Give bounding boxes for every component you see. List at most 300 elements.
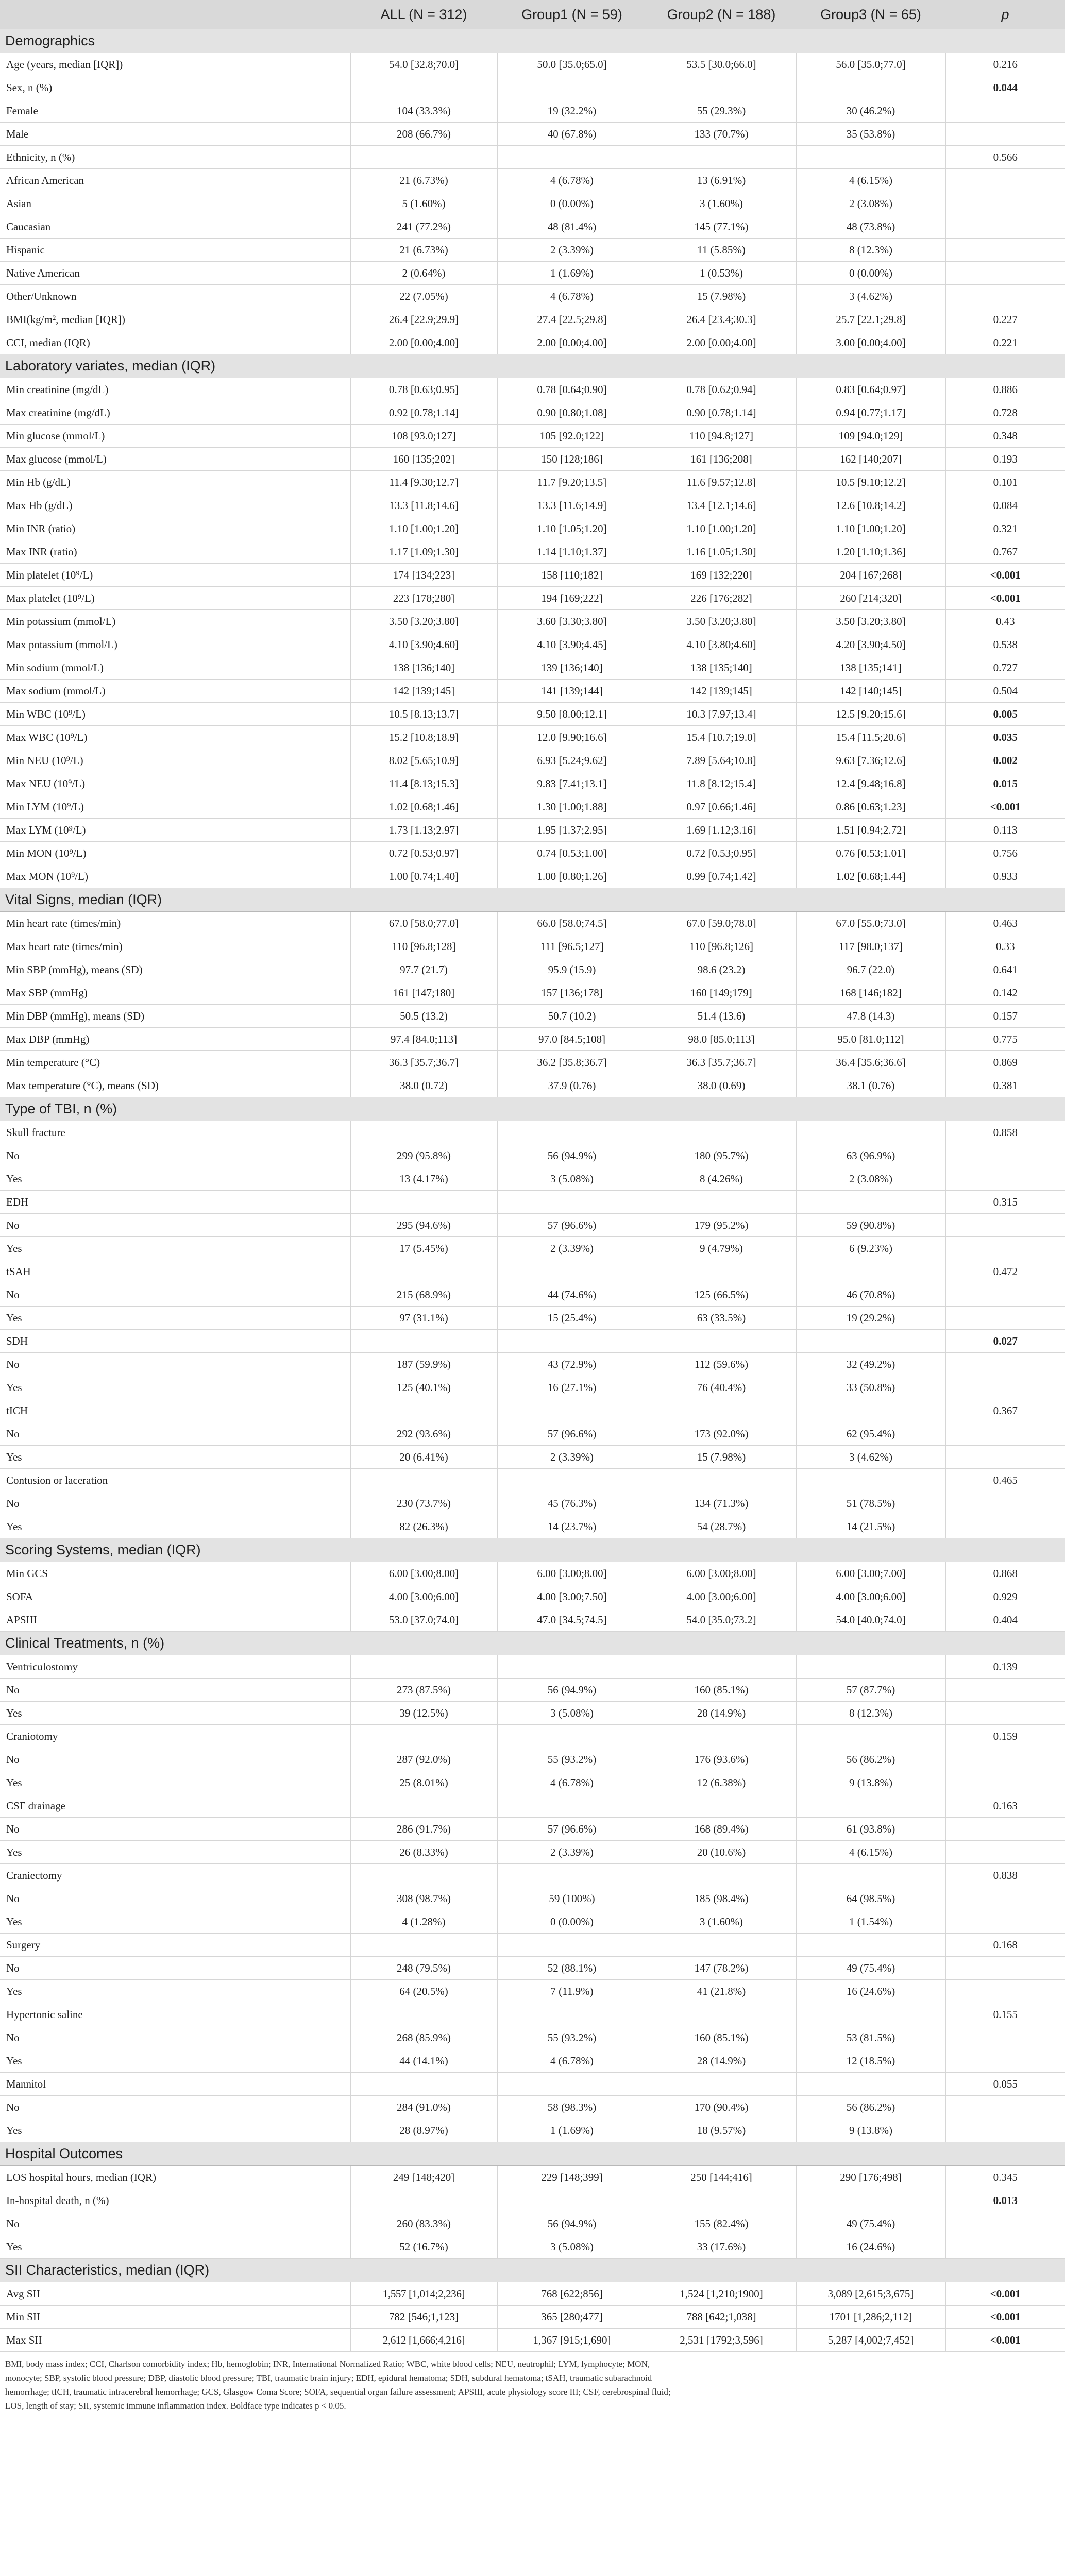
table-row (0, 401, 1065, 425)
cell-group2 (647, 1725, 796, 1748)
cell-all (350, 1934, 497, 1957)
cell-group1: 15 (25.4%) (497, 1307, 647, 1330)
cell-group1: 111 [96.5;127] (497, 935, 647, 958)
row-label: Max creatinine (mg/dL) (0, 401, 350, 425)
cell-group3: 2 (3.08%) (796, 192, 945, 215)
cell-group1 (497, 1864, 647, 1887)
cell-group3: 49 (75.4%) (796, 1957, 945, 1980)
cell-group1: 57 (96.6%) (497, 1422, 647, 1446)
table-row (0, 2119, 1065, 2142)
table-row (0, 285, 1065, 308)
cell-all: 97.4 [84.0;113] (350, 1028, 497, 1051)
table-row (0, 2212, 1065, 2235)
cell-group3 (796, 1399, 945, 1422)
cell-p-value: 0.163 (945, 1794, 1065, 1818)
cell-group2: 20 (10.6%) (647, 1841, 796, 1864)
header-label-column (0, 0, 350, 29)
cell-p-value: 0.886 (945, 378, 1065, 401)
cell-p-value: 0.728 (945, 401, 1065, 425)
cell-p-value: <0.001 (945, 587, 1065, 610)
table-row (0, 2166, 1065, 2189)
cell-group1: 4.00 [3.00;7.50] (497, 1585, 647, 1608)
cell-group1: 58 (98.3%) (497, 2096, 647, 2119)
cell-all: 308 (98.7%) (350, 1887, 497, 1910)
table-row (0, 331, 1065, 354)
row-label: Mannitol (0, 2073, 350, 2096)
cell-group2: 1 (0.53%) (647, 262, 796, 285)
cell-all: 8.02 [5.65;10.9] (350, 749, 497, 772)
cell-group3: 168 [146;182] (796, 981, 945, 1005)
row-label: Yes (0, 1237, 350, 1260)
cell-group1: 55 (93.2%) (497, 2026, 647, 2049)
cell-p-value: 0.221 (945, 331, 1065, 354)
table-row (0, 656, 1065, 680)
cell-group3: 12.6 [10.8;14.2] (796, 494, 945, 517)
cell-p-value (945, 2026, 1065, 2049)
cell-p-value: <0.001 (945, 564, 1065, 587)
cell-group1: 95.9 (15.9) (497, 958, 647, 981)
cell-all: 268 (85.9%) (350, 2026, 497, 2049)
row-label: Min creatinine (mg/dL) (0, 378, 350, 401)
cell-p-value: 0.538 (945, 633, 1065, 656)
cell-group1: 11.7 [9.20;13.5] (497, 471, 647, 494)
cell-group2: 0.97 [0.66;1.46] (647, 795, 796, 819)
cell-all: 38.0 (0.72) (350, 1074, 497, 1097)
row-label: Ventriculostomy (0, 1655, 350, 1679)
cell-all: 2.00 [0.00;4.00] (350, 331, 497, 354)
cell-group3: 0 (0.00%) (796, 262, 945, 285)
cell-group1 (497, 1469, 647, 1492)
cell-all: 161 [147;180] (350, 981, 497, 1005)
section-header-row (0, 354, 1065, 378)
cell-group2 (647, 76, 796, 99)
cell-group2: 12 (6.38%) (647, 1771, 796, 1794)
row-label: Max SBP (mmHg) (0, 981, 350, 1005)
cell-all: 15.2 [10.8;18.9] (350, 726, 497, 749)
cell-group3: 67.0 [55.0;73.0] (796, 912, 945, 935)
cell-p-value: 0.044 (945, 76, 1065, 99)
cell-group2: 15.4 [10.7;19.0] (647, 726, 796, 749)
cell-group1: 47.0 [34.5;74.5] (497, 1608, 647, 1632)
table-row (0, 1260, 1065, 1283)
cell-p-value (945, 1144, 1065, 1167)
cell-p-value (945, 1422, 1065, 1446)
table-row (0, 2189, 1065, 2212)
cell-group3: 38.1 (0.76) (796, 1074, 945, 1097)
cell-group2: 76 (40.4%) (647, 1376, 796, 1399)
table-row (0, 2329, 1065, 2352)
row-label: Yes (0, 1307, 350, 1330)
cell-all: 13 (4.17%) (350, 1167, 497, 1191)
footnote-line: monocyte; SBP, systolic blood pressure; DBP, diastolic blood pressure; TBI, traumatic brain injury; EDH, epidural hematoma; SDH, subdural hematoma; tSAH, traumatic subarachnoid (5, 2373, 652, 2383)
cell-group1 (497, 2003, 647, 2026)
cell-group2: 67.0 [59.0;78.0] (647, 912, 796, 935)
table-row (0, 517, 1065, 540)
cell-p-value: 0.027 (945, 1330, 1065, 1353)
cell-group2: 55 (29.3%) (647, 99, 796, 123)
cell-group3: 49 (75.4%) (796, 2212, 945, 2235)
row-label: Max temperature (°C), means (SD) (0, 1074, 350, 1097)
cell-p-value: 0.858 (945, 1121, 1065, 1144)
cell-p-value (945, 169, 1065, 192)
cell-p-value (945, 2235, 1065, 2259)
cell-p-value (945, 2212, 1065, 2235)
cell-all: 2,612 [1,666;4,216] (350, 2329, 497, 2352)
cell-group2 (647, 1399, 796, 1422)
cell-all: 260 (83.3%) (350, 2212, 497, 2235)
row-label: Max glucose (mmol/L) (0, 448, 350, 471)
section-header-row (0, 1538, 1065, 1562)
row-label: Hispanic (0, 239, 350, 262)
cell-group1: 0 (0.00%) (497, 192, 647, 215)
cell-group1: 66.0 [58.0;74.5] (497, 912, 647, 935)
cell-group1: 157 [136;178] (497, 981, 647, 1005)
cell-group3: 35 (53.8%) (796, 123, 945, 146)
cell-all: 4 (1.28%) (350, 1910, 497, 1934)
cell-all: 782 [546;1,123] (350, 2306, 497, 2329)
table-row (0, 1515, 1065, 1538)
cell-group3: 8 (12.3%) (796, 239, 945, 262)
row-label: Female (0, 99, 350, 123)
cell-group1: 50.7 (10.2) (497, 1005, 647, 1028)
cell-group3: 3 (4.62%) (796, 1446, 945, 1469)
cell-p-value: <0.001 (945, 2306, 1065, 2329)
cell-all: 39 (12.5%) (350, 1702, 497, 1725)
cell-p-value (945, 192, 1065, 215)
cell-group1: 44 (74.6%) (497, 1283, 647, 1307)
cell-group3: 4 (6.15%) (796, 1841, 945, 1864)
cell-group2: 3.50 [3.20;3.80] (647, 610, 796, 633)
table-row (0, 1330, 1065, 1353)
cell-group3: 62 (95.4%) (796, 1422, 945, 1446)
cell-group1 (497, 1655, 647, 1679)
cell-all: 25 (8.01%) (350, 1771, 497, 1794)
cell-all: 20 (6.41%) (350, 1446, 497, 1469)
cell-all: 97.7 (21.7) (350, 958, 497, 981)
table-header-row (0, 0, 1065, 29)
cell-group2 (647, 2189, 796, 2212)
cell-group1: 4 (6.78%) (497, 2049, 647, 2073)
row-label: Min Hb (g/dL) (0, 471, 350, 494)
header-all: ALL (N = 312) (350, 0, 497, 29)
cell-all: 1.02 [0.68;1.46] (350, 795, 497, 819)
cell-group3: 117 [98.0;137] (796, 935, 945, 958)
cell-all (350, 76, 497, 99)
cell-group3: 51 (78.5%) (796, 1492, 945, 1515)
cell-group2: 51.4 (13.6) (647, 1005, 796, 1028)
row-label: Yes (0, 1702, 350, 1725)
section-title: Type of TBI, n (%) (0, 1097, 1065, 1121)
cell-group2: 250 [144;416] (647, 2166, 796, 2189)
table-row (0, 1957, 1065, 1980)
cell-group3: 63 (96.9%) (796, 1144, 945, 1167)
table-row (0, 1214, 1065, 1237)
cell-p-value: 0.315 (945, 1191, 1065, 1214)
cell-group1: 2 (3.39%) (497, 239, 647, 262)
cell-group1: 37.9 (0.76) (497, 1074, 647, 1097)
section-title: Vital Signs, median (IQR) (0, 888, 1065, 912)
cell-group2: 3 (1.60%) (647, 1910, 796, 1934)
cell-group3: 12.5 [9.20;15.6] (796, 703, 945, 726)
table-row (0, 1469, 1065, 1492)
table-row (0, 1679, 1065, 1702)
row-label: Max heart rate (times/min) (0, 935, 350, 958)
cell-p-value: 0.465 (945, 1469, 1065, 1492)
cell-group1 (497, 1725, 647, 1748)
cell-group2: 160 [149;179] (647, 981, 796, 1005)
table-row (0, 99, 1065, 123)
row-label: SDH (0, 1330, 350, 1353)
cell-group1 (497, 1260, 647, 1283)
cell-all (350, 2073, 497, 2096)
cell-group2: 1.16 [1.05;1.30] (647, 540, 796, 564)
table-row (0, 1887, 1065, 1910)
cell-group2: 54 (28.7%) (647, 1515, 796, 1538)
table-row (0, 703, 1065, 726)
cell-p-value: 0.159 (945, 1725, 1065, 1748)
cell-group3: 3.50 [3.20;3.80] (796, 610, 945, 633)
table-row (0, 378, 1065, 401)
table-row (0, 1841, 1065, 1864)
table-row (0, 795, 1065, 819)
cell-group1: 50.0 [35.0;65.0] (497, 53, 647, 76)
row-label: Ethnicity, n (%) (0, 146, 350, 169)
cell-group3: 0.83 [0.64;0.97] (796, 378, 945, 401)
table-row (0, 1748, 1065, 1771)
row-label: Max Hb (g/dL) (0, 494, 350, 517)
cell-group1 (497, 1191, 647, 1214)
cell-p-value (945, 1353, 1065, 1376)
cell-all (350, 146, 497, 169)
cell-group3: 15.4 [11.5;20.6] (796, 726, 945, 749)
cell-p-value: 0.43 (945, 610, 1065, 633)
cell-group3: 32 (49.2%) (796, 1353, 945, 1376)
row-label: No (0, 1818, 350, 1841)
cell-group3: 54.0 [40.0;74.0] (796, 1608, 945, 1632)
row-label: Min MON (10⁹/L) (0, 842, 350, 865)
cell-group1: 19 (32.2%) (497, 99, 647, 123)
cell-all (350, 1121, 497, 1144)
cell-p-value (945, 262, 1065, 285)
cell-group2 (647, 146, 796, 169)
cell-group3: 12.4 [9.48;16.8] (796, 772, 945, 795)
cell-p-value: 0.216 (945, 53, 1065, 76)
cell-group3 (796, 1934, 945, 1957)
row-label: Other/Unknown (0, 285, 350, 308)
table-row (0, 1608, 1065, 1632)
cell-group3: 0.86 [0.63;1.23] (796, 795, 945, 819)
table-row (0, 1399, 1065, 1422)
row-label: Min heart rate (times/min) (0, 912, 350, 935)
row-label: Craniotomy (0, 1725, 350, 1748)
cell-all: 44 (14.1%) (350, 2049, 497, 2073)
cell-group1: 0.74 [0.53;1.00] (497, 842, 647, 865)
cell-all: 6.00 [3.00;8.00] (350, 1562, 497, 1585)
table-row (0, 1353, 1065, 1376)
table-row (0, 1562, 1065, 1585)
row-label: Max DBP (mmHg) (0, 1028, 350, 1051)
row-label: Min GCS (0, 1562, 350, 1585)
cell-group1: 4.10 [3.90;4.45] (497, 633, 647, 656)
cell-p-value: 0.113 (945, 819, 1065, 842)
cell-group3 (796, 1121, 945, 1144)
row-label: Yes (0, 1980, 350, 2003)
cell-all: 26.4 [22.9;29.9] (350, 308, 497, 331)
cell-p-value (945, 1515, 1065, 1538)
row-label: Min SII (0, 2306, 350, 2329)
cell-group3: 25.7 [22.1;29.8] (796, 308, 945, 331)
cell-all: 104 (33.3%) (350, 99, 497, 123)
cell-all (350, 1399, 497, 1422)
cell-p-value: 0.002 (945, 749, 1065, 772)
cell-all: 17 (5.45%) (350, 1237, 497, 1260)
cell-all: 3.50 [3.20;3.80] (350, 610, 497, 633)
cell-group1: 7 (11.9%) (497, 1980, 647, 2003)
row-label: Skull fracture (0, 1121, 350, 1144)
cell-group3: 10.5 [9.10;12.2] (796, 471, 945, 494)
cell-group1: 768 [622;856] (497, 2282, 647, 2306)
cell-group1: 59 (100%) (497, 1887, 647, 1910)
row-label: EDH (0, 1191, 350, 1214)
cell-group3: 12 (18.5%) (796, 2049, 945, 2073)
cell-group1: 141 [139;144] (497, 680, 647, 703)
cell-group3: 1701 [1,286;2,112] (796, 2306, 945, 2329)
cell-group1 (497, 1399, 647, 1422)
table-row (0, 1702, 1065, 1725)
table-row (0, 2096, 1065, 2119)
cell-group3 (796, 1330, 945, 1353)
cell-group3 (796, 1864, 945, 1887)
row-label: Surgery (0, 1934, 350, 1957)
cell-p-value: 0.929 (945, 1585, 1065, 1608)
table-row (0, 53, 1065, 76)
cell-all: 11.4 [9.30;12.7] (350, 471, 497, 494)
section-header-row (0, 1632, 1065, 1655)
cell-all: 97 (31.1%) (350, 1307, 497, 1330)
cell-group3: 4 (6.15%) (796, 169, 945, 192)
cell-p-value: 0.227 (945, 308, 1065, 331)
cell-all: 67.0 [58.0;77.0] (350, 912, 497, 935)
table-row (0, 123, 1065, 146)
row-label: No (0, 2096, 350, 2119)
table-row (0, 819, 1065, 842)
table-row (0, 1051, 1065, 1074)
row-label: No (0, 1422, 350, 1446)
cell-group1 (497, 1330, 647, 1353)
cell-group3 (796, 2073, 945, 2096)
cell-group2: 53.5 [30.0;66.0] (647, 53, 796, 76)
cell-group1: 3 (5.08%) (497, 2235, 647, 2259)
cell-group1: 12.0 [9.90;16.6] (497, 726, 647, 749)
row-label: Yes (0, 1515, 350, 1538)
cell-group2: 788 [642;1,038] (647, 2306, 796, 2329)
cell-p-value: 0.193 (945, 448, 1065, 471)
cell-group2: 13.4 [12.1;14.6] (647, 494, 796, 517)
cell-p-value: 0.168 (945, 1934, 1065, 1957)
cell-group1: 6.93 [5.24;9.62] (497, 749, 647, 772)
cell-p-value: 0.838 (945, 1864, 1065, 1887)
cell-all: 50.5 (13.2) (350, 1005, 497, 1028)
table-row (0, 2306, 1065, 2329)
cell-group2 (647, 1121, 796, 1144)
cell-all (350, 1864, 497, 1887)
cell-all: 160 [135;202] (350, 448, 497, 471)
cell-group2: 98.6 (23.2) (647, 958, 796, 981)
cell-group1: 55 (93.2%) (497, 1748, 647, 1771)
cell-all: 1.73 [1.13;2.97] (350, 819, 497, 842)
cell-group1: 57 (96.6%) (497, 1214, 647, 1237)
table-row (0, 2235, 1065, 2259)
table-row (0, 1818, 1065, 1841)
cell-p-value: 0.641 (945, 958, 1065, 981)
cell-group3: 33 (50.8%) (796, 1376, 945, 1399)
cell-group2: 38.0 (0.69) (647, 1074, 796, 1097)
row-label: African American (0, 169, 350, 192)
row-label: Min sodium (mmol/L) (0, 656, 350, 680)
row-label: Yes (0, 1376, 350, 1399)
cell-group1: 48 (81.4%) (497, 215, 647, 239)
cell-group2: 1.10 [1.00;1.20] (647, 517, 796, 540)
cell-group2: 160 (85.1%) (647, 1679, 796, 1702)
table-row (0, 1794, 1065, 1818)
cell-group1: 1.10 [1.05;1.20] (497, 517, 647, 540)
cell-group3: 48 (73.8%) (796, 215, 945, 239)
cell-p-value (945, 1492, 1065, 1515)
cell-group3: 1.20 [1.10;1.36] (796, 540, 945, 564)
footnote-line: hemorrhage; tICH, traumatic intracerebral hemorrhage; GCS, Glasgow Coma Score; SOFA, sequential organ failure assessment; APSIII, acute physiology score III; CSF, cerebrospinal fluid; (5, 2387, 671, 2397)
cell-group3: 56 (86.2%) (796, 1748, 945, 1771)
table-row (0, 958, 1065, 981)
cell-group2 (647, 1794, 796, 1818)
cell-group2: 176 (93.6%) (647, 1748, 796, 1771)
cell-p-value (945, 1214, 1065, 1237)
table-row (0, 1237, 1065, 1260)
table-row (0, 2049, 1065, 2073)
cell-group1: 2 (3.39%) (497, 1841, 647, 1864)
cell-group3 (796, 76, 945, 99)
cell-p-value: 0.868 (945, 1562, 1065, 1585)
cell-p-value: 0.869 (945, 1051, 1065, 1074)
table-row (0, 146, 1065, 169)
table-row (0, 1074, 1065, 1097)
cell-p-value (945, 239, 1065, 262)
cell-group1: 1 (1.69%) (497, 2119, 647, 2142)
cell-p-value: 0.005 (945, 703, 1065, 726)
table-row (0, 772, 1065, 795)
cell-all: 22 (7.05%) (350, 285, 497, 308)
cell-group3: 19 (29.2%) (796, 1307, 945, 1330)
cell-group2: 169 [132;220] (647, 564, 796, 587)
cell-p-value: <0.001 (945, 795, 1065, 819)
cell-p-value (945, 1679, 1065, 1702)
cell-group2: 63 (33.5%) (647, 1307, 796, 1330)
cell-p-value: <0.001 (945, 2282, 1065, 2306)
row-label: BMI(kg/m², median [IQR]) (0, 308, 350, 331)
cell-all: 273 (87.5%) (350, 1679, 497, 1702)
cell-p-value: 0.727 (945, 656, 1065, 680)
cell-p-value: 0.155 (945, 2003, 1065, 2026)
cell-p-value: 0.933 (945, 865, 1065, 888)
cell-all: 36.3 [35.7;36.7] (350, 1051, 497, 1074)
cell-group1: 158 [110;182] (497, 564, 647, 587)
cell-group2: 147 (78.2%) (647, 1957, 796, 1980)
cell-group1: 2 (3.39%) (497, 1237, 647, 1260)
cell-group3: 1.51 [0.94;2.72] (796, 819, 945, 842)
row-label: Native American (0, 262, 350, 285)
cell-group1: 1.14 [1.10;1.37] (497, 540, 647, 564)
cell-group2: 2.00 [0.00;4.00] (647, 331, 796, 354)
row-label: Yes (0, 2235, 350, 2259)
